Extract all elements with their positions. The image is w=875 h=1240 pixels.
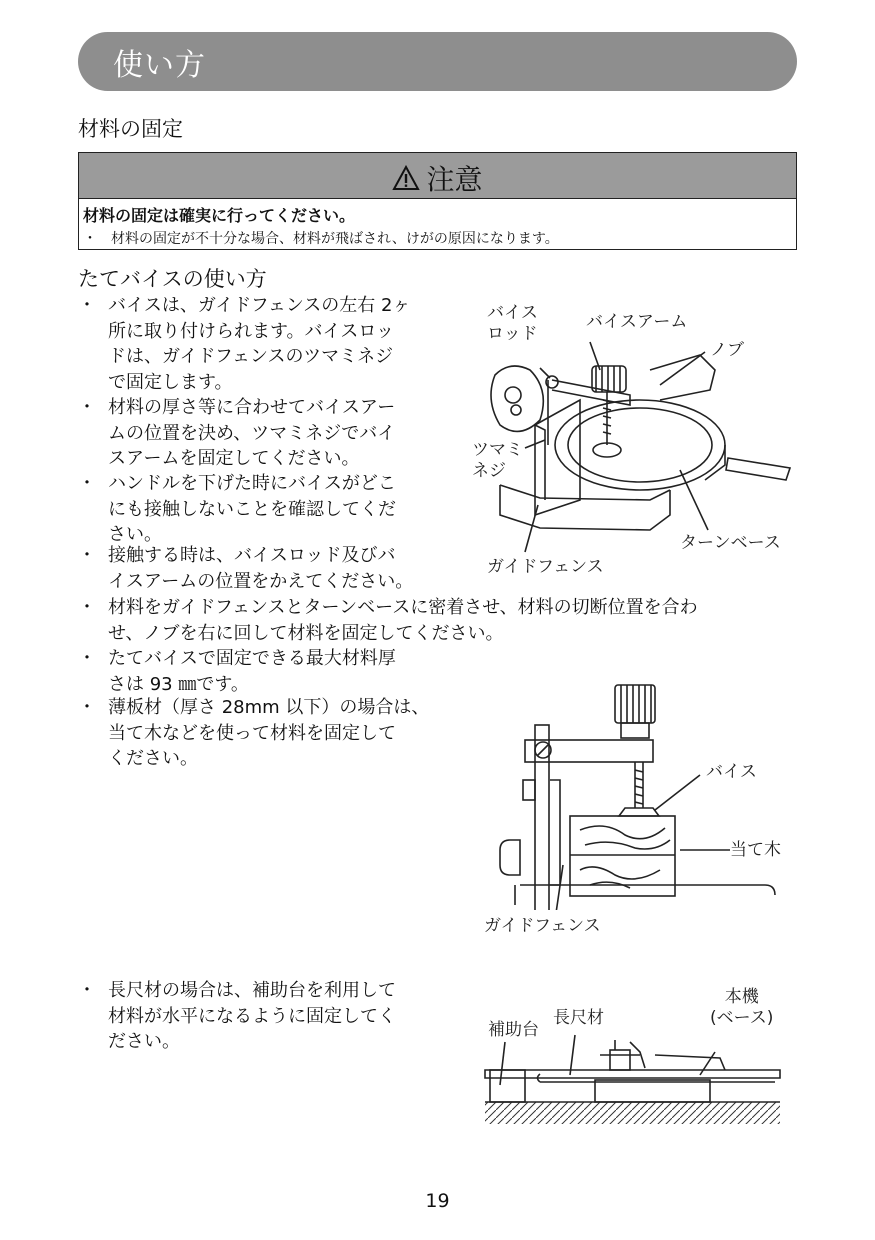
label-long-material: 長尺材 xyxy=(553,1008,604,1028)
label-guide-fence-2: ガイドフェンス xyxy=(484,916,601,936)
label-vise: バイス xyxy=(706,762,757,782)
label-knob: ノブ xyxy=(710,340,744,360)
label-guide-fence: ガイドフェンス xyxy=(487,557,604,577)
list-item-text: 材料の厚さ等に合わせてバイスアー ムの位置を決め、ツマミネジでバイ スアームを固定してください。 xyxy=(108,397,396,469)
list-item-text: 材料をガイドフェンスとターンベースに密着させ、材料の切断位置を合わ せ、ノブを右に回して材料を固定してください。 xyxy=(108,597,698,644)
label-thumb-screw: ツマミ ネジ xyxy=(472,440,523,481)
label-vise-rod: バイス ロッド xyxy=(487,303,538,344)
label-support-table: 補助台 xyxy=(488,1020,539,1040)
page-title: 使い方 xyxy=(113,48,206,83)
section-heading-material-fixing: 材料の固定 xyxy=(78,117,183,141)
caution-title-text: 注意 xyxy=(426,163,483,196)
caution-strong-text: 材料の固定は確実に行ってください。 xyxy=(83,206,356,225)
caution-box xyxy=(78,152,797,250)
long-material-illustration xyxy=(480,1030,785,1130)
list-item-text: ハンドルを下げた時にバイスがどこ にも接触しないことを確認してくだ さい。 xyxy=(108,473,396,545)
section-heading-vertical-vise: たてバイスの使い方 xyxy=(78,267,267,291)
label-turn-base: ターンベース xyxy=(680,533,781,553)
list-item-text: バイスは、ガイドフェンスの左右 2ヶ 所に取り付けられます。バイスロッ ドは、ガイドフェンスのツマミネジ で固定します。 xyxy=(108,295,411,393)
list-item-text: 接触する時は、バイスロッド及びバ イスアームの位置をかえてください。 xyxy=(108,545,414,592)
label-backing-board: 当て木 xyxy=(730,840,781,860)
label-machine-base: 本機 (ベース) xyxy=(710,987,774,1028)
page-number: 19 xyxy=(425,1190,450,1212)
caution-title xyxy=(79,158,796,198)
list-item-text: たてバイスで固定できる最大材料厚 さは 93 ㎜です。 xyxy=(108,648,396,695)
label-vise-arm: バイスアーム xyxy=(586,312,688,332)
caution-note: ・ 材料の固定が不十分な場合、材料が飛ばされ、けがの原因になります。 xyxy=(83,231,559,247)
list-item-text: 長尺材の場合は、補助台を利用して 材料が水平になるように固定してく ださい。 xyxy=(108,980,396,1052)
list-item-text: 薄板材（厚さ 28mm 以下）の場合は、 当て木などを使って材料を固定して ください。 xyxy=(108,697,430,769)
warning-triangle-icon xyxy=(392,165,420,198)
backing-board-illustration xyxy=(495,680,780,910)
